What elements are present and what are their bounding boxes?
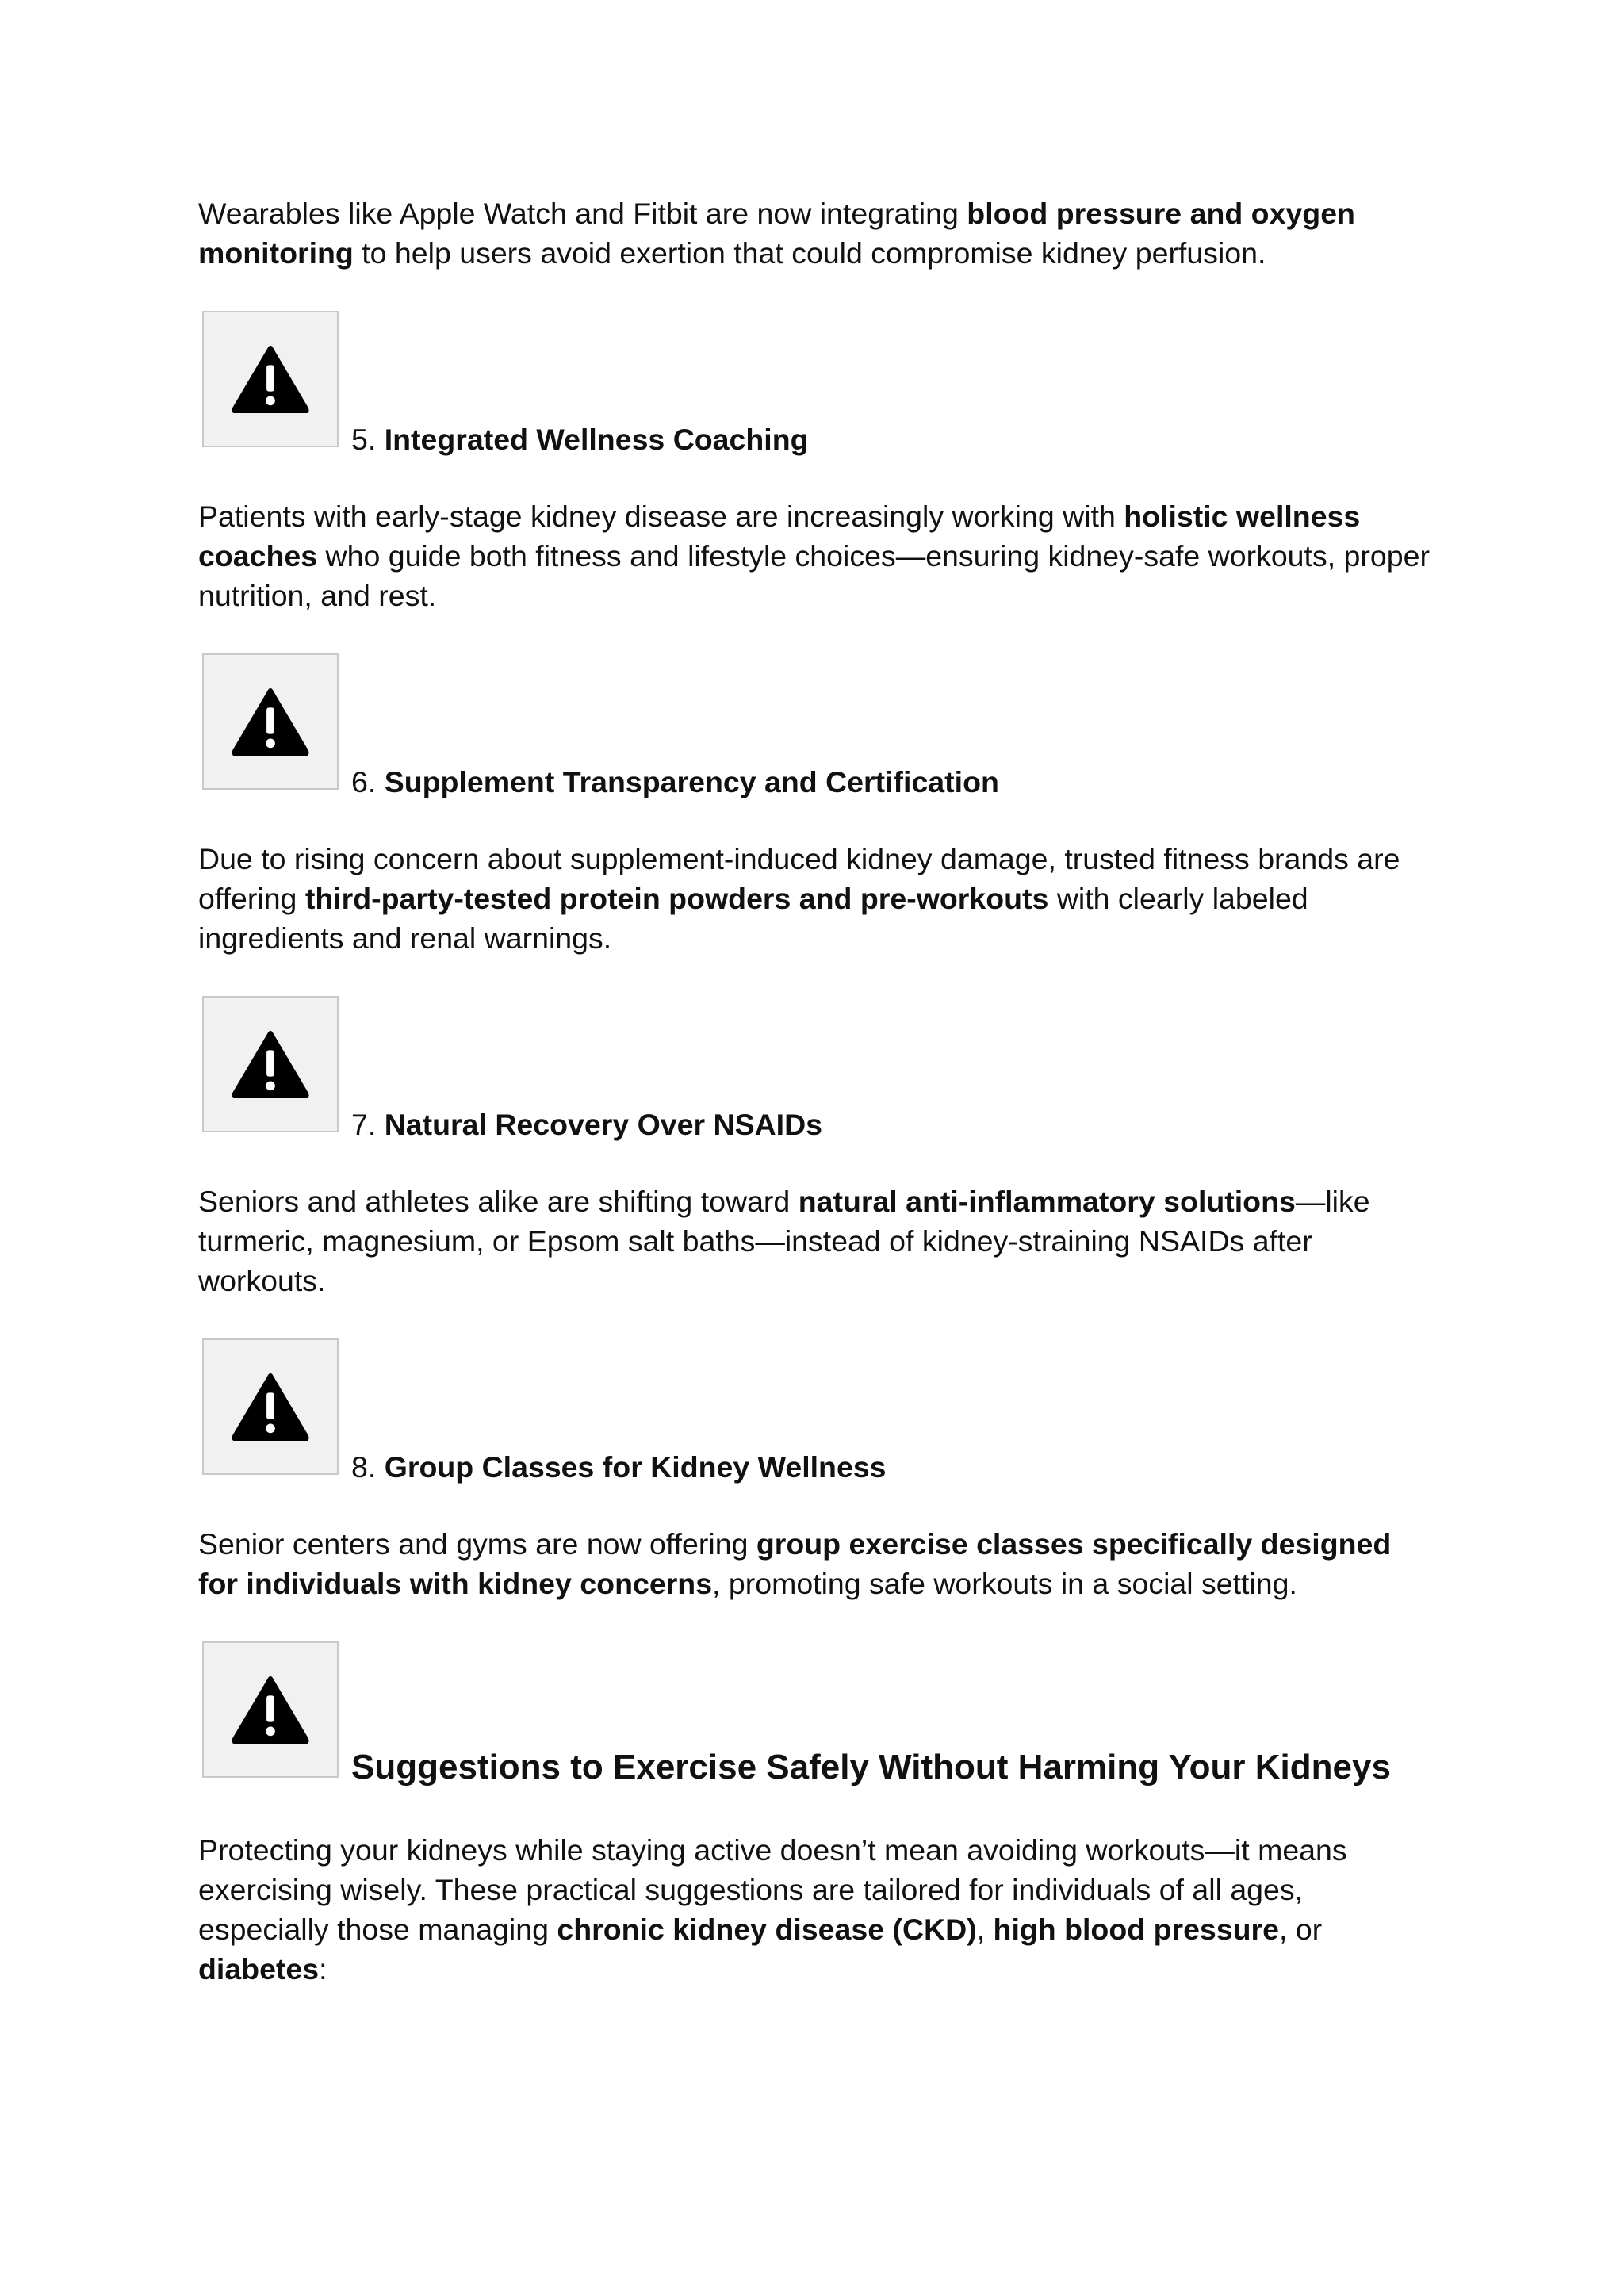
intro-text: to help users avoid exertion that could compromise kidney perfusion. [353, 236, 1266, 270]
trend-heading-7 [198, 996, 1435, 1141]
trend-heading-5 [198, 311, 1435, 456]
warning-triangle-icon [232, 687, 309, 756]
trend-paragraph-5: Patients with early-stage kidney disease are increasingly working with holistic wellness coaches who guide both fitness and lifestyle choices—ensuring kidney-safe workouts, proper nutrition, and rest. [198, 500, 1430, 612]
broken-image-placeholder [202, 996, 339, 1132]
section-heading [198, 1641, 1435, 1787]
section-title: Suggestions to Exercise Safely Without Harming Your Kidneys [351, 1748, 1391, 1787]
document-page [198, 193, 1435, 1989]
broken-image-placeholder [202, 653, 339, 790]
trend-title: 7. Natural Recovery Over NSAIDs [351, 1108, 823, 1141]
warning-triangle-icon [232, 1030, 309, 1098]
trend-paragraph-7: Seniors and athletes alike are shifting toward natural anti-inflammatory solutions—like turmeric, magnesium, or Epsom salt baths—instead of kidney-straining NSAIDs after workouts. [198, 1185, 1370, 1297]
broken-image-placeholder [202, 1641, 339, 1778]
warning-triangle-icon [232, 1676, 309, 1744]
intro-paragraph [198, 193, 1435, 273]
trend-heading-6 [198, 653, 1435, 798]
warning-triangle-icon [232, 345, 309, 413]
trend-title: 6. Supplement Transparency and Certification [351, 765, 999, 798]
trend-heading-8 [198, 1338, 1435, 1484]
trend-title: 8. Group Classes for Kidney Wellness [351, 1450, 887, 1484]
trend-paragraph-6: Due to rising concern about supplement-induced kidney damage, trusted fitness brands are offering third-party-tested protein powders and pre-workouts with clearly labeled ingredients and renal warnings. [198, 842, 1400, 955]
section-paragraph: Protecting your kidneys while staying active doesn’t mean avoiding workouts—it means exercising wisely. These practical suggestions are tailored for individuals of all ages, especially those managing chronic kidney disease (CKD), high blood pressure, or diabetes: [198, 1833, 1347, 1986]
intro-bold: blood pressure and oxygen monitoring [198, 197, 1355, 270]
intro-text: Wearables like Apple Watch and Fitbit are now integrating [198, 197, 967, 230]
broken-image-placeholder [202, 1338, 339, 1475]
trend-paragraph-8: Senior centers and gyms are now offering group exercise classes specifically designed for individuals with kidney concerns, promoting safe workouts in a social setting. [198, 1527, 1392, 1600]
broken-image-placeholder [202, 311, 339, 447]
warning-triangle-icon [232, 1373, 309, 1441]
trend-title: 5. Integrated Wellness Coaching [351, 423, 809, 456]
